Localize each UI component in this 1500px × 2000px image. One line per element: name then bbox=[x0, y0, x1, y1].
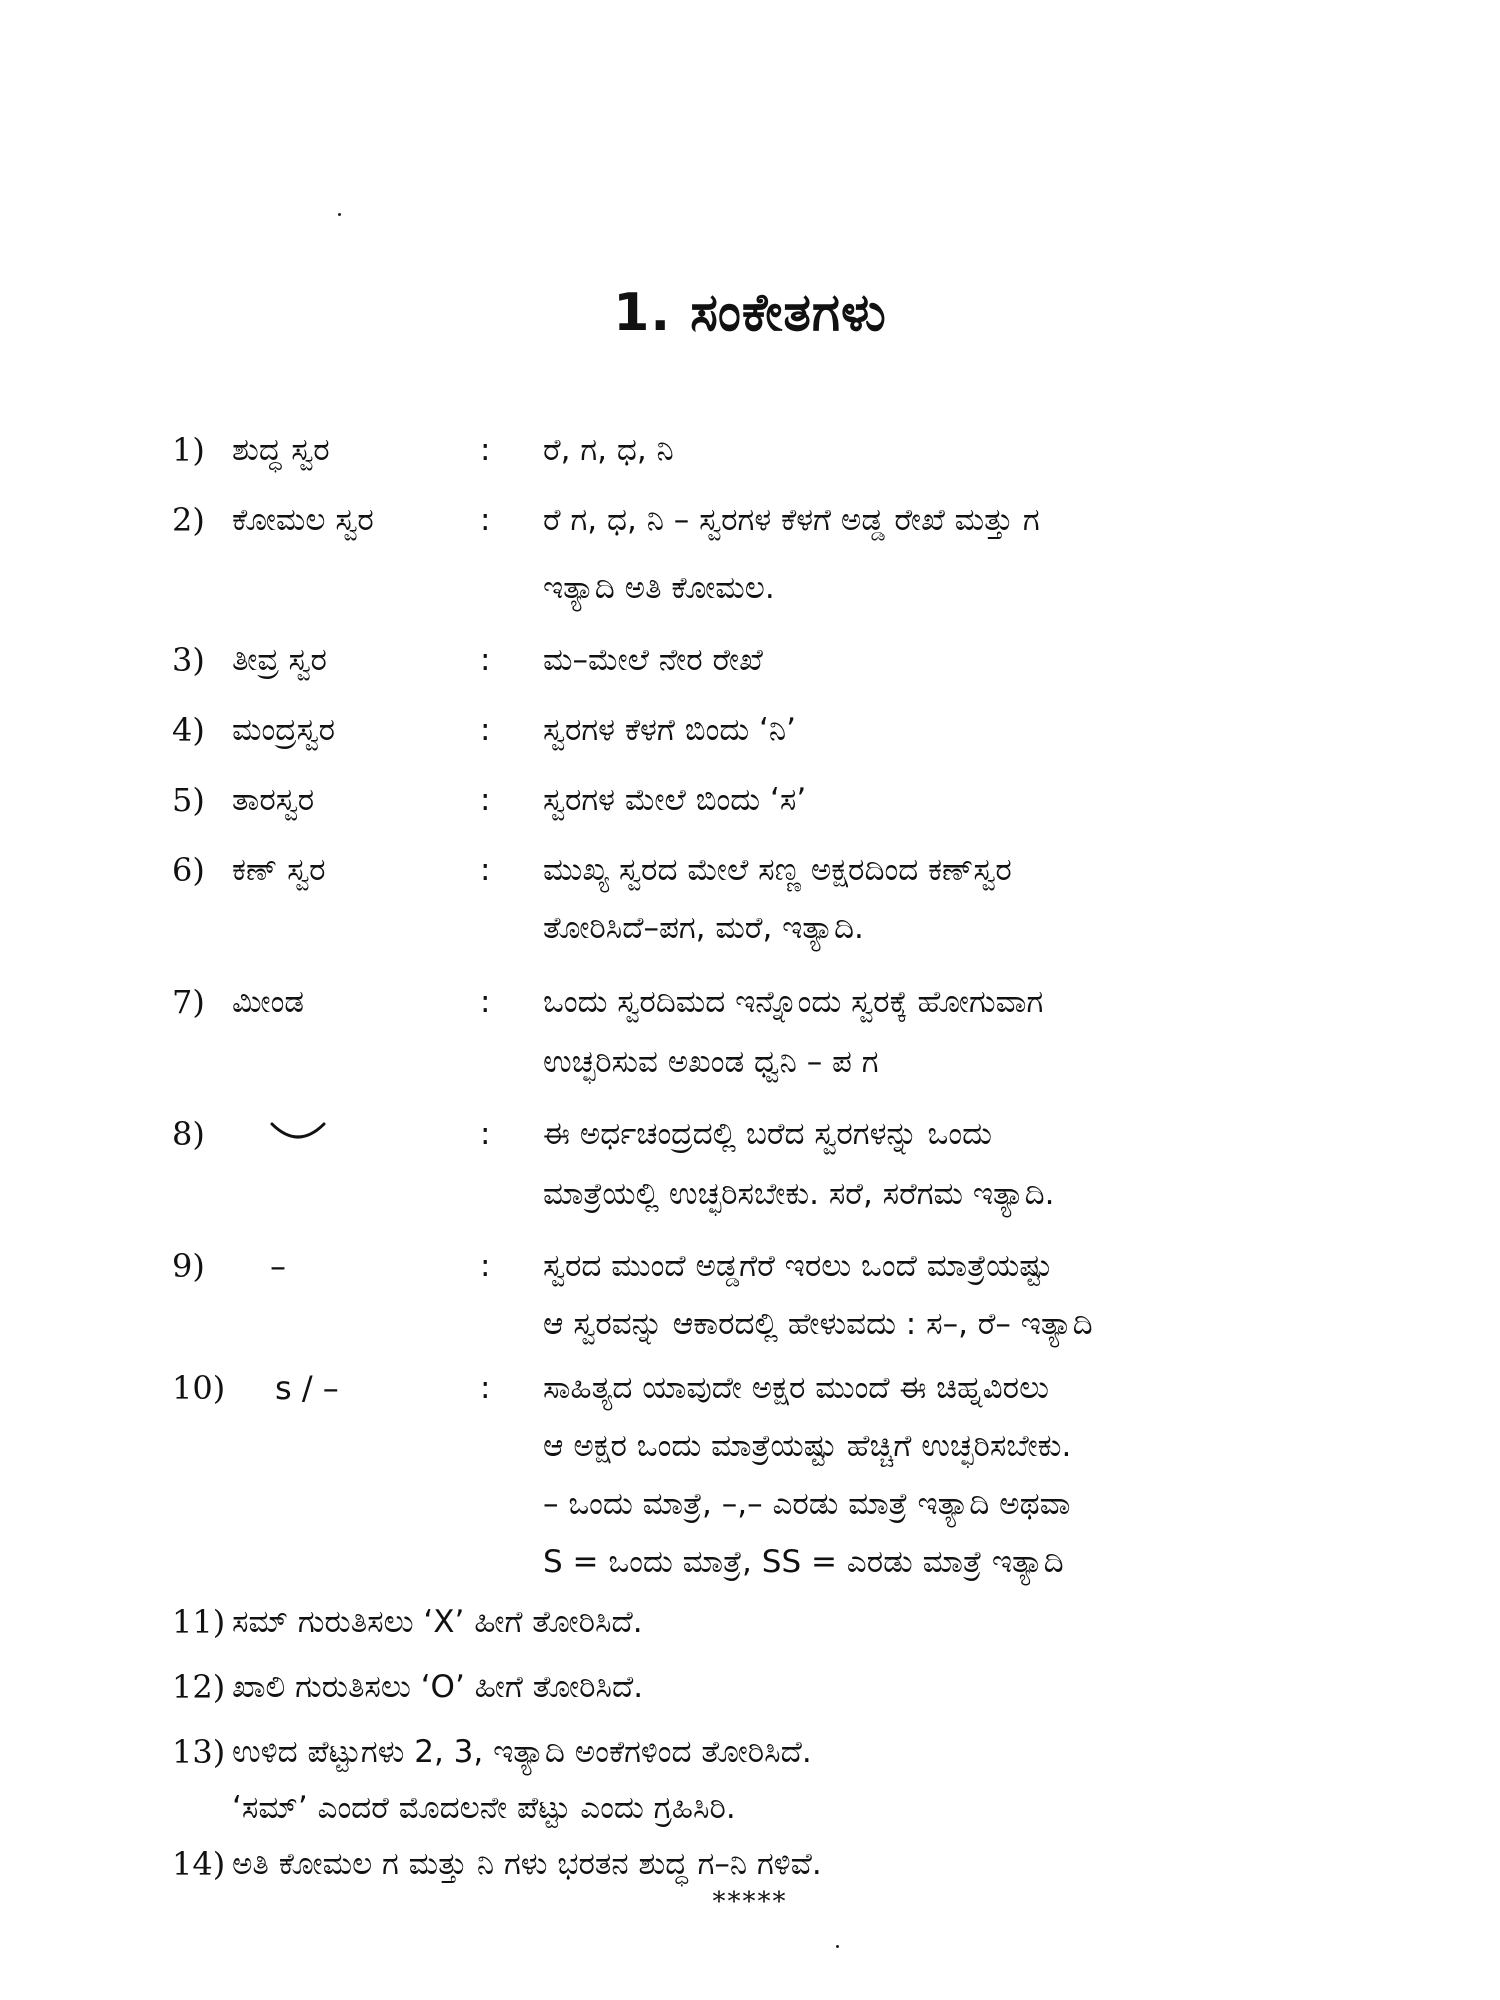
item-number: 11) bbox=[172, 1603, 226, 1641]
separator-colon: : bbox=[480, 432, 491, 468]
item-description: ಒಂದು ಸ್ವರದಿಮದ ಇನ್ನೊಂದು ಸ್ವರಕ್ಕೆ ಹೋಗುವಾಗ bbox=[543, 984, 1044, 1020]
list-item bbox=[0, 1665, 1500, 1725]
item-number: 7) bbox=[172, 983, 205, 1021]
item-number: 8) bbox=[172, 1115, 205, 1153]
item-description: ಇತ್ಯಾದಿ ಅತಿ ಕೋಮಲ. bbox=[543, 570, 775, 606]
item-term: ಕಣ್ ಸ್ವರ bbox=[232, 852, 326, 888]
item-term: ಕೋಮಲ ಸ್ವರ bbox=[232, 502, 374, 538]
separator-colon: : bbox=[480, 852, 491, 888]
item-description: ಮುಖ್ಯ ಸ್ವರದ ಮೇಲೆ ಸಣ್ಣ ಅಕ್ಷರದಿಂದ ಕಣ್‌ಸ್ವರ bbox=[543, 852, 1012, 888]
separator-colon: : bbox=[480, 984, 491, 1020]
item-description: ಖಾಲಿ ಗುರುತಿಸಲು ‘O’ ಹೀಗೆ ತೋರಿಸಿದೆ. bbox=[232, 1669, 644, 1705]
item-description: ಉಳಿದ ಪೆಟ್ಟುಗಳು 2, 3, ಇತ್ಯಾದಿ ಅಂಕೆಗಳಿಂದ ತೋರಿಸಿದೆ. bbox=[232, 1734, 812, 1770]
item-description: ಅತಿ ಕೋಮಲ ಗ ಮತ್ತು ನಿ ಗಳು ಭರತನ ಶುದ್ಧ ಗ–ನಿ ಗಳಿವೆ. bbox=[232, 1846, 822, 1882]
item-description: ಈ ಅರ್ಧಚಂದ್ರದಲ್ಲಿ ಬರೆದ ಸ್ವರಗಳನ್ನು ಒಂದು bbox=[543, 1116, 992, 1152]
separator-colon: : bbox=[480, 1248, 491, 1284]
list-item bbox=[0, 708, 1500, 768]
list-item bbox=[0, 428, 1500, 488]
footer-mark: ***** bbox=[712, 1887, 788, 1917]
separator-colon: : bbox=[480, 502, 491, 538]
item-description: ಮಾತ್ರೆಯಲ್ಲಿ ಉಚ್ಛರಿಸಬೇಕು. ಸರೆ, ಸರೆಗಮ ಇತ್ಯಾದಿ. bbox=[543, 1176, 1055, 1212]
item-term: ತಾರಸ್ವರ bbox=[232, 782, 315, 818]
scan-speck bbox=[836, 1945, 839, 1948]
item-description: ಸಮ್ ಗುರುತಿಸಲು ‘X’ ಹೀಗೆ ತೋರಿಸಿದೆ. bbox=[232, 1604, 643, 1640]
item-term: ತೀವ್ರ ಸ್ವರ bbox=[232, 642, 327, 678]
item-term: s / – bbox=[275, 1369, 339, 1407]
item-number: 4) bbox=[172, 711, 205, 749]
list-item bbox=[0, 1244, 1500, 1342]
item-number: 10) bbox=[172, 1369, 226, 1407]
item-description: ಆ ಸ್ವರವನ್ನು ಆಕಾರದಲ್ಲಿ ಹೇಳುವದು : ಸ–, ರೆ– ಇತ್ಯಾದಿ bbox=[543, 1306, 1093, 1342]
item-description: ಸ್ವರದ ಮುಂದೆ ಅಡ್ಡಗೆರೆ ಇರಲು ಒಂದೆ ಮಾತ್ರೆಯಷ್ಟು bbox=[543, 1248, 1053, 1284]
item-description: ಮ–ಮೇಲೆ ನೇರ ರೇಖೆ bbox=[543, 642, 763, 678]
item-description: ಸ್ವರಗಳ ಮೇಲೆ ಬಿಂದು ‘ಸ’ bbox=[543, 782, 807, 818]
separator-colon: : bbox=[480, 1116, 491, 1152]
item-description: S = ಒಂದು ಮಾತ್ರೆ, SS = ಎರಡು ಮಾತ್ರೆ ಇತ್ಯಾದಿ bbox=[543, 1544, 1064, 1580]
item-description: ಉಚ್ಛರಿಸುವ ಅಖಂಡ ಧ್ವನಿ – ಪ ಗ bbox=[543, 1044, 879, 1080]
list-item bbox=[0, 498, 1500, 606]
item-term: ಮೀಂಡ bbox=[232, 984, 305, 1020]
item-number: 6) bbox=[172, 851, 205, 889]
separator-colon: : bbox=[480, 712, 491, 748]
item-number: 2) bbox=[172, 501, 205, 539]
item-number: 14) bbox=[172, 1845, 226, 1883]
item-number: 1) bbox=[172, 431, 205, 469]
separator-colon: : bbox=[480, 1370, 491, 1406]
item-number: 12) bbox=[172, 1668, 226, 1706]
separator-colon: : bbox=[480, 782, 491, 818]
item-number: 9) bbox=[172, 1247, 205, 1285]
item-description: ಆ ಅಕ್ಷರ ಒಂದು ಮಾತ್ರೆಯಷ್ಟು ಹೆಚ್ಚಿಗೆ ಉಚ್ಛರಿಸಬೇಕು. bbox=[543, 1428, 1072, 1464]
item-term: – bbox=[270, 1247, 286, 1285]
item-term: ಮಂದ್ರಸ್ವರ bbox=[232, 712, 336, 748]
item-description: ‘ಸಮ್’ ಎಂದರೆ ಮೊದಲನೇ ಪೆಟ್ಟು ಎಂದು ಗ್ರಹಿಸಿರಿ. bbox=[232, 1790, 736, 1826]
list-item bbox=[0, 848, 1500, 946]
list-item bbox=[0, 1112, 1500, 1212]
separator-colon: : bbox=[480, 642, 491, 678]
list-item bbox=[0, 778, 1500, 838]
list-item bbox=[0, 1730, 1500, 1826]
item-term: ಶುದ್ಧ ಸ್ವರ bbox=[232, 432, 330, 468]
item-number: 13) bbox=[172, 1733, 226, 1771]
scan-speck bbox=[338, 213, 341, 216]
item-description: ರೆ, ಗ, ಧ, ನಿ bbox=[543, 432, 674, 468]
list-item bbox=[0, 638, 1500, 698]
item-description: ಸಾಹಿತ್ಯದ ಯಾವುದೇ ಅಕ್ಷರ ಮುಂದೆ ಈ ಚಿಹ್ನವಿರಲು bbox=[543, 1370, 1050, 1406]
item-number: 3) bbox=[172, 641, 205, 679]
half-moon-symbol bbox=[268, 1116, 328, 1146]
item-description: – ಒಂದು ಮಾತ್ರೆ, –,– ಎರಡು ಮಾತ್ರೆ ಇತ್ಯಾದಿ ಅಥವಾ bbox=[543, 1486, 1071, 1522]
item-description: ತೋರಿಸಿದೆ–ಪಗ, ಮರೆ, ಇತ್ಯಾದಿ. bbox=[543, 910, 864, 946]
page-title: 1. ಸಂಕೇತಗಳು bbox=[613, 283, 887, 343]
list-item bbox=[0, 1600, 1500, 1660]
list-item bbox=[0, 980, 1500, 1080]
item-description: ಸ್ವರಗಳ ಕೆಳಗೆ ಬಿಂದು ‘ನಿ’ bbox=[543, 712, 797, 748]
item-description: ರೆ ಗ, ಧ, ನಿ – ಸ್ವರಗಳ ಕೆಳಗೆ ಅಡ್ಡ ರೇಖೆ ಮತ್ತು ಗ bbox=[543, 502, 1040, 538]
list-item bbox=[0, 1366, 1500, 1580]
item-number: 5) bbox=[172, 781, 205, 819]
